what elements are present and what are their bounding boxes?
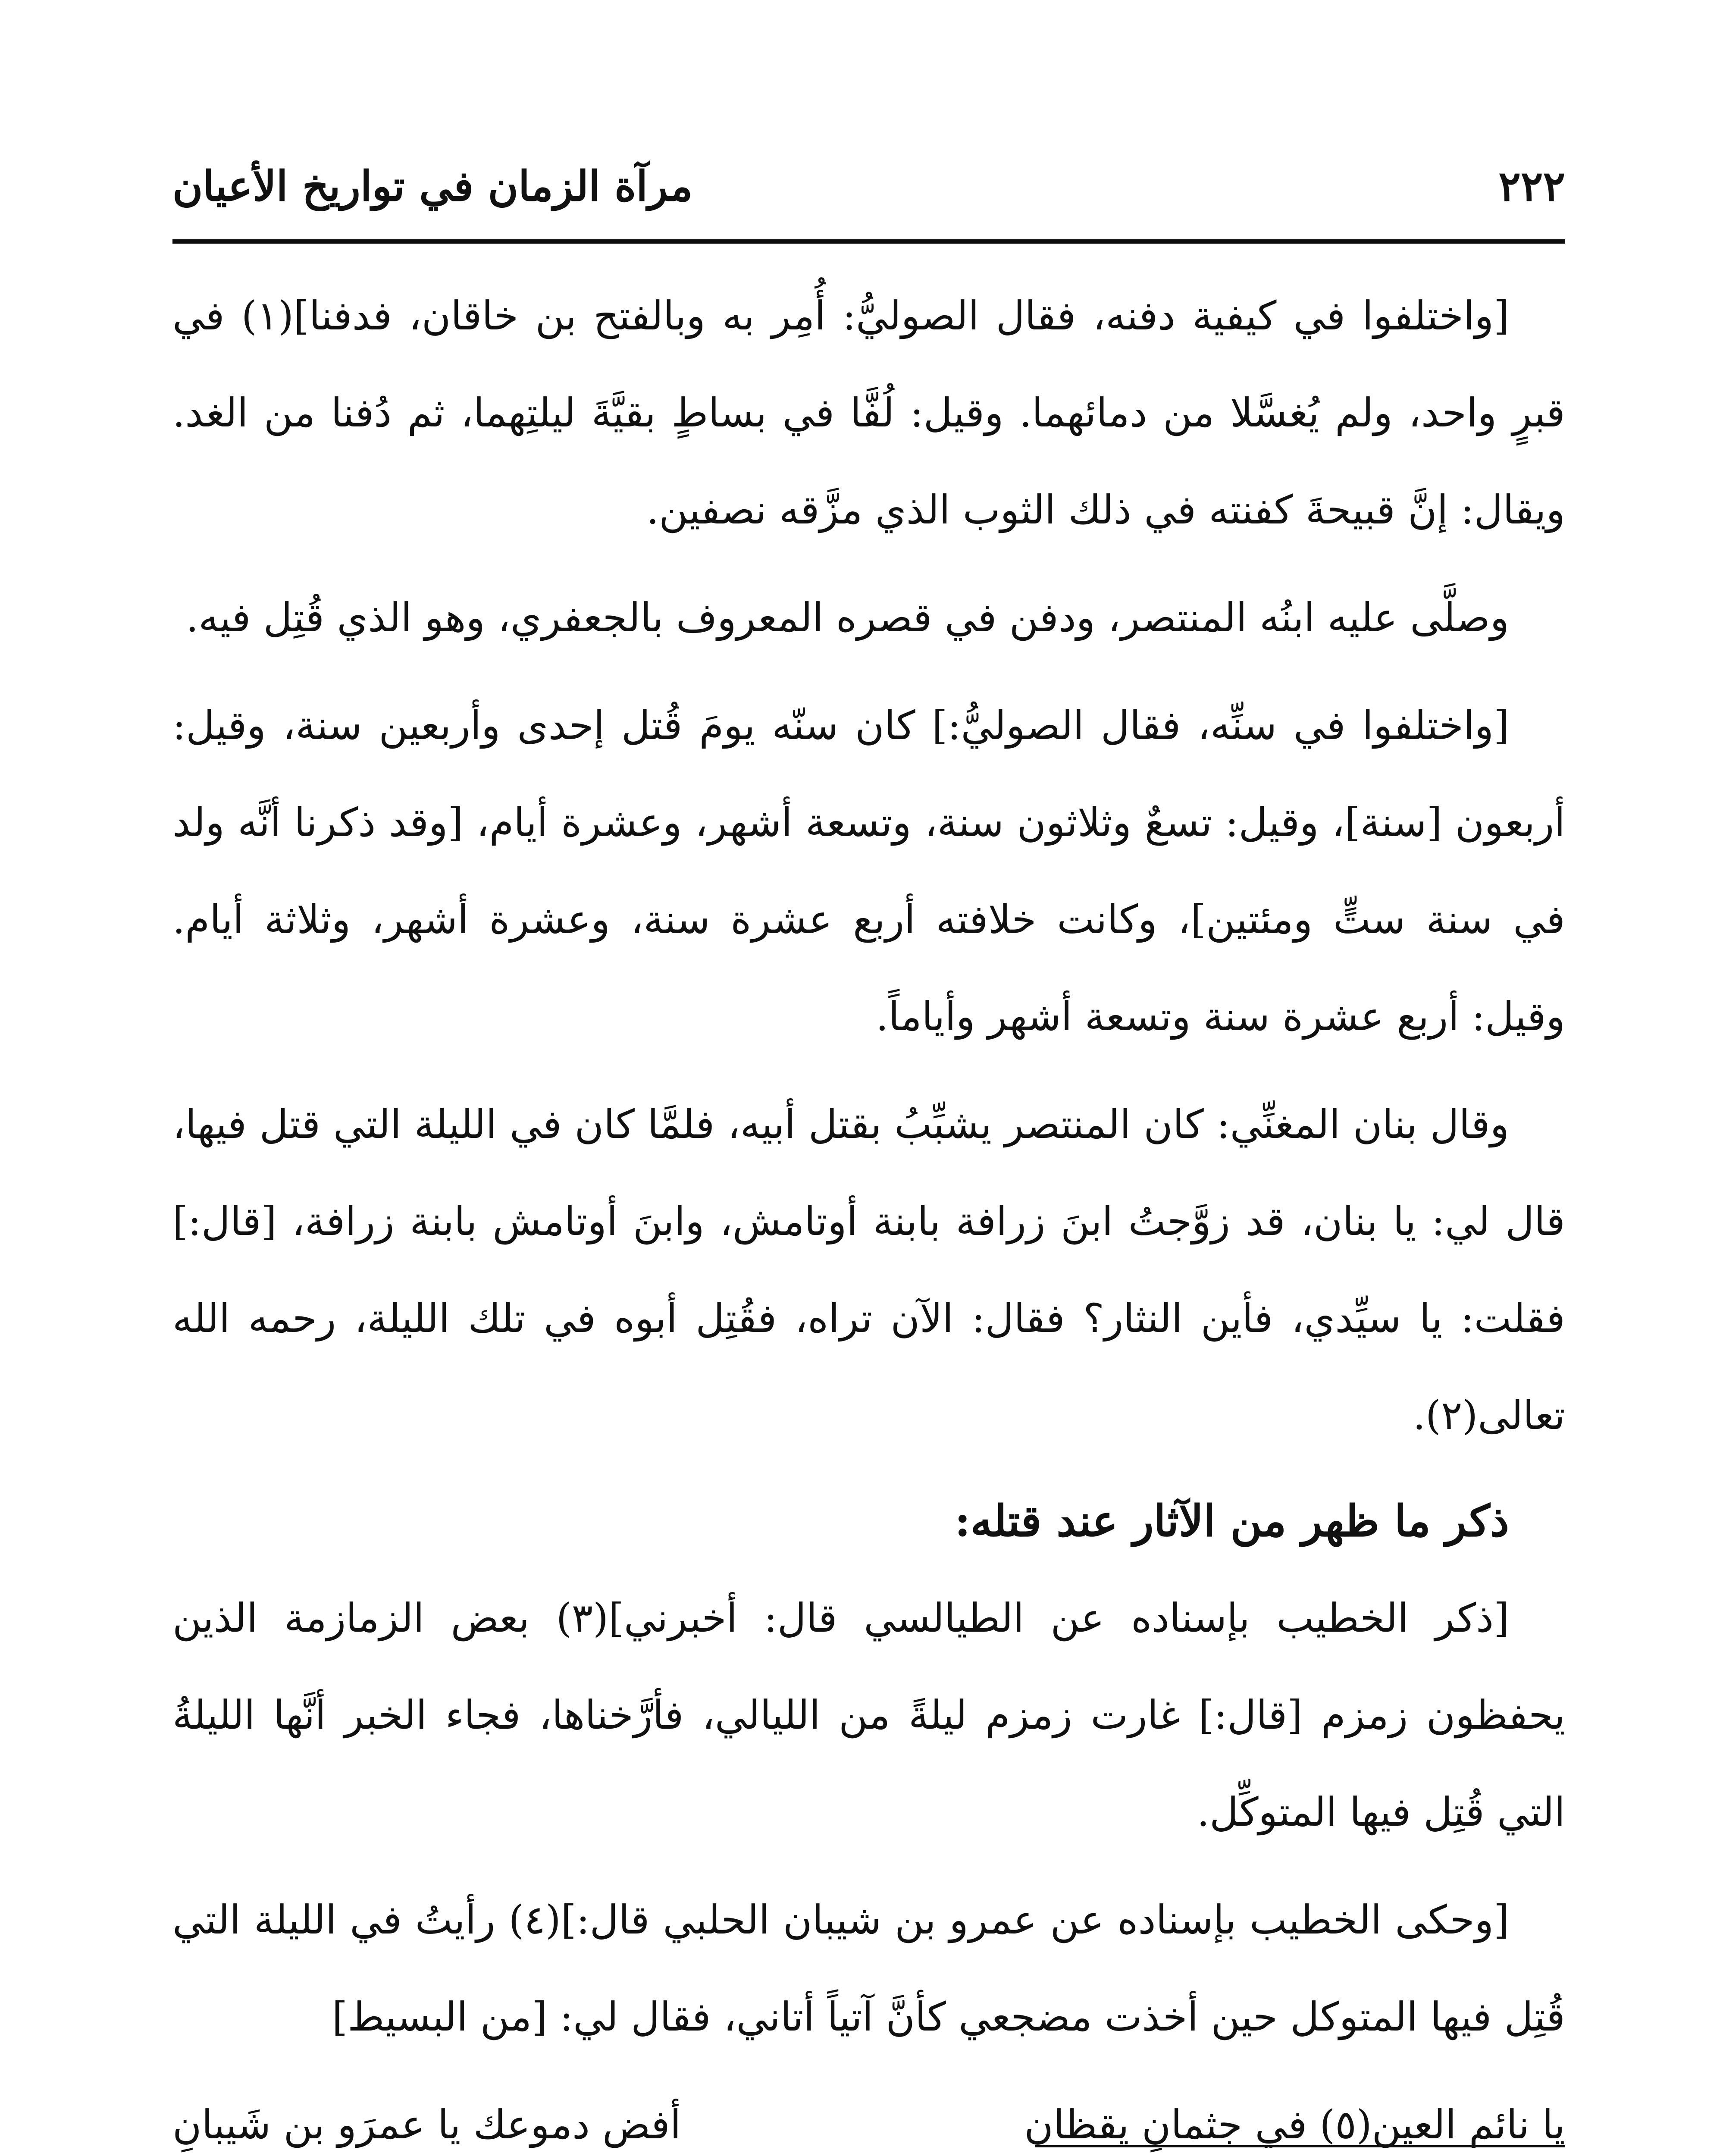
verse-first-hemistich: يا نائم العين(٥) في جثمانِ يقظان xyxy=(1024,2102,1565,2148)
running-title: مرآة الزمان في تواريخ الأعيان xyxy=(172,162,693,210)
page-number: ٢٢٢ xyxy=(1498,162,1565,210)
verse-second-hemistich: أفض دموعك يا عمرَو بن شَيبانِ xyxy=(172,2102,681,2148)
paragraph-banan: وقال بنان المغنِّي: كان المنتصر يشبِّبُ بقتل أبيه، فلمَّا كان في الليلة التي قتل فيها، قال لي: يا بنان، قد زوَّجتُ ابنَ زرافة بابنة أوتامش، وابنَ أوتامش بابنة زرافة، [قال:] فقلت: يا سيِّدي، فأين النثار؟ فقال: الآن تراه، فقُتِل أبوه في تلك الليلة، رحمه الله تعالى(٢). xyxy=(172,1101,1565,1438)
paragraph-zamzam: [ذكر الخطيب بإسناده عن الطيالسي قال: أخبرني](٣) بعض الزمازمة الذين يحفظون زمزم [قال:] غارت زمزم ليلةً من الليالي، فأرَّخناها، فجاء الخبر أنَّها الليلةُ التي قُتِل فيها المتوكِّل. xyxy=(172,1595,1565,1835)
paragraph-prayer: وصلَّى عليه ابنُه المنتصر، ودفن في قصره المعروف بالجعفري، وهو الذي قُتِل فيه. xyxy=(186,595,1509,641)
header-rule xyxy=(172,239,1565,244)
paragraph-amr: [وحكى الخطيب بإسناده عن عمرو بن شيبان الحلبي قال:](٤) رأيتُ في الليلة التي قُتِل فيها المتوكل حين أخذت مضجعي كأنَّ آتياً أتاني، فقال لي: [من البسيط] xyxy=(172,1897,1565,2040)
main-text xyxy=(172,267,1565,2156)
paragraph-burial: [واختلفوا في كيفية دفنه، فقال الصوليُّ: أُمِر به وبالفتح بن خاقان، فدفنا](١) في قبرٍ واحد، ولم يُغسَّلا من دمائهما. وقيل: لُفَّا في بساطٍ بقيَّةَ ليلتِهما، ثم دُفنا من الغد. ويقال: إنَّ قبيحةَ كفنته في ذلك الثوب الذي مزَّقه نصفين. xyxy=(172,293,1565,533)
page-header xyxy=(172,153,1565,218)
section-heading: ذكر ما ظهر من الآثار عند قتله: xyxy=(954,1495,1509,1546)
poem-verse xyxy=(172,2076,1565,2156)
footnote-rule xyxy=(1035,2145,1565,2147)
paragraph-age: [واختلفوا في سنِّه، فقال الصوليُّ:] كان سنّه يومَ قُتل إحدى وأربعين سنة، وقيل: أربعون [سنة]، وقيل: تسعٌ وثلاثون سنة، وتسعة أشهر، وعشرة أيام، [وقد ذكرنا أنَّه ولد في سنة ستٍّ ومئتين]، وكانت خلافته أربع عشرة سنة، وعشرة أشهر، وثلاثة أيام. وقيل: أربع عشرة سنة وتسعة أشهر وأياماً. xyxy=(172,702,1565,1040)
